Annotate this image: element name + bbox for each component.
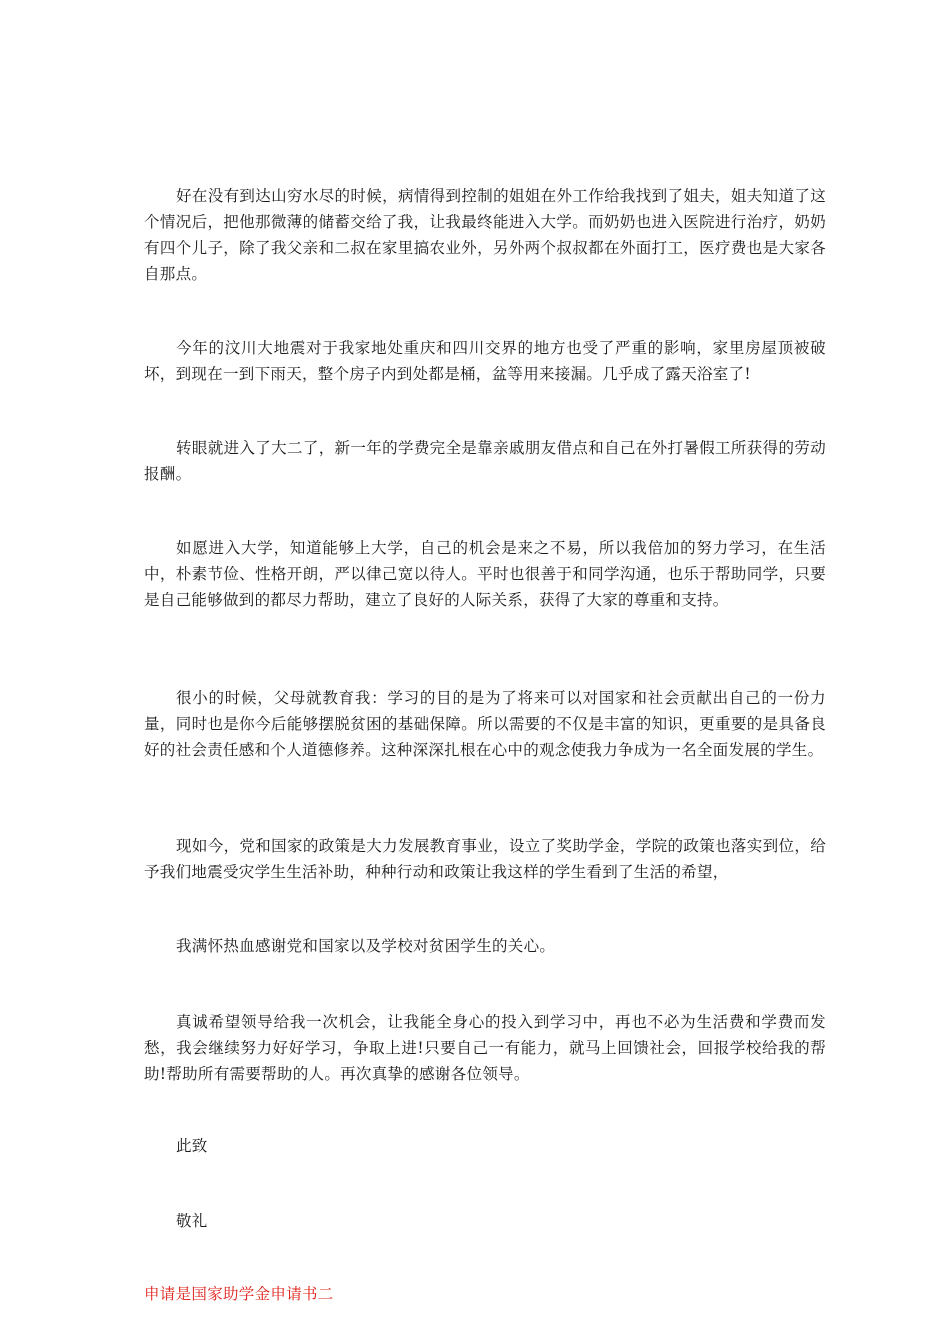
paragraph-parents-education: 很小的时候，父母就教育我：学习的目的是为了将来可以对国家和社会贡献出自己的一份力量，同时也是你今后能够摆脱贫困的基础保障。所以需要的不仅是丰富的知识，更重要的是具备良好的社会责任感和个人道德修养。这种深深扎根在心中的观念使我力争成为一名全面发展的学生。 [144, 689, 826, 759]
closing-regards: 敬礼 [176, 1212, 208, 1230]
paragraph-sister-help: 好在没有到达山穷水尽的时候，病情得到控制的姐姐在外工作给我找到了姐夫，姐夫知道了这个情况后，把他那微薄的储蓄交给了我，让我最终能进入大学。而奶奶也进入医院进行治疗，奶奶有四个儿子，除了我父亲和二叔在家里搞农业外，另外两个叔叔都在外面打工，医疗费也是大家各自那点。 [144, 187, 826, 283]
next-document-heading: 申请是国家助学金申请书二 [144, 1285, 334, 1303]
closing-salutation: 此致 [176, 1137, 208, 1155]
paragraph-second-year: 转眼就进入了大二了，新一年的学费完全是靠亲戚朋友借点和自己在外打暑假工所获得的劳动报酬。 [144, 439, 826, 483]
paragraph-policy: 现如今，党和国家的政策是大力发展教育事业，设立了奖助学金，学院的政策也落实到位，给予我们地震受灾学生生活补助，种种行动和政策让我这样的学生看到了生活的希望， [144, 837, 826, 881]
paragraph-university-life: 如愿进入大学，知道能够上大学，自己的机会是来之不易，所以我倍加的努力学习，在生活中，朴素节俭、性格开朗，严以律己宽以待人。平时也很善于和同学沟通，也乐于帮助同学，只要是自己能够做到的都尽力帮助，建立了良好的人际关系，获得了大家的尊重和支持。 [144, 539, 826, 609]
paragraph-earthquake: 今年的汶川大地震对于我家地处重庆和四川交界的地方也受了严重的影响，家里房屋顶被破坏，到现在一到下雨天，整个房子内到处都是桶，盆等用来接漏。几乎成了露天浴室了! [144, 339, 826, 383]
paragraph-gratitude: 我满怀热血感谢党和国家以及学校对贫困学生的关心。 [176, 937, 556, 955]
paragraph-hope: 真诚希望领导给我一次机会，让我能全身心的投入到学习中，再也不必为生活费和学费而发愁，我会继续努力好好学习，争取上进!只要自己一有能力，就马上回馈社会，回报学校给我的帮助!帮助所有需要帮助的人。再次真挚的感谢各位领导。 [144, 1013, 826, 1083]
